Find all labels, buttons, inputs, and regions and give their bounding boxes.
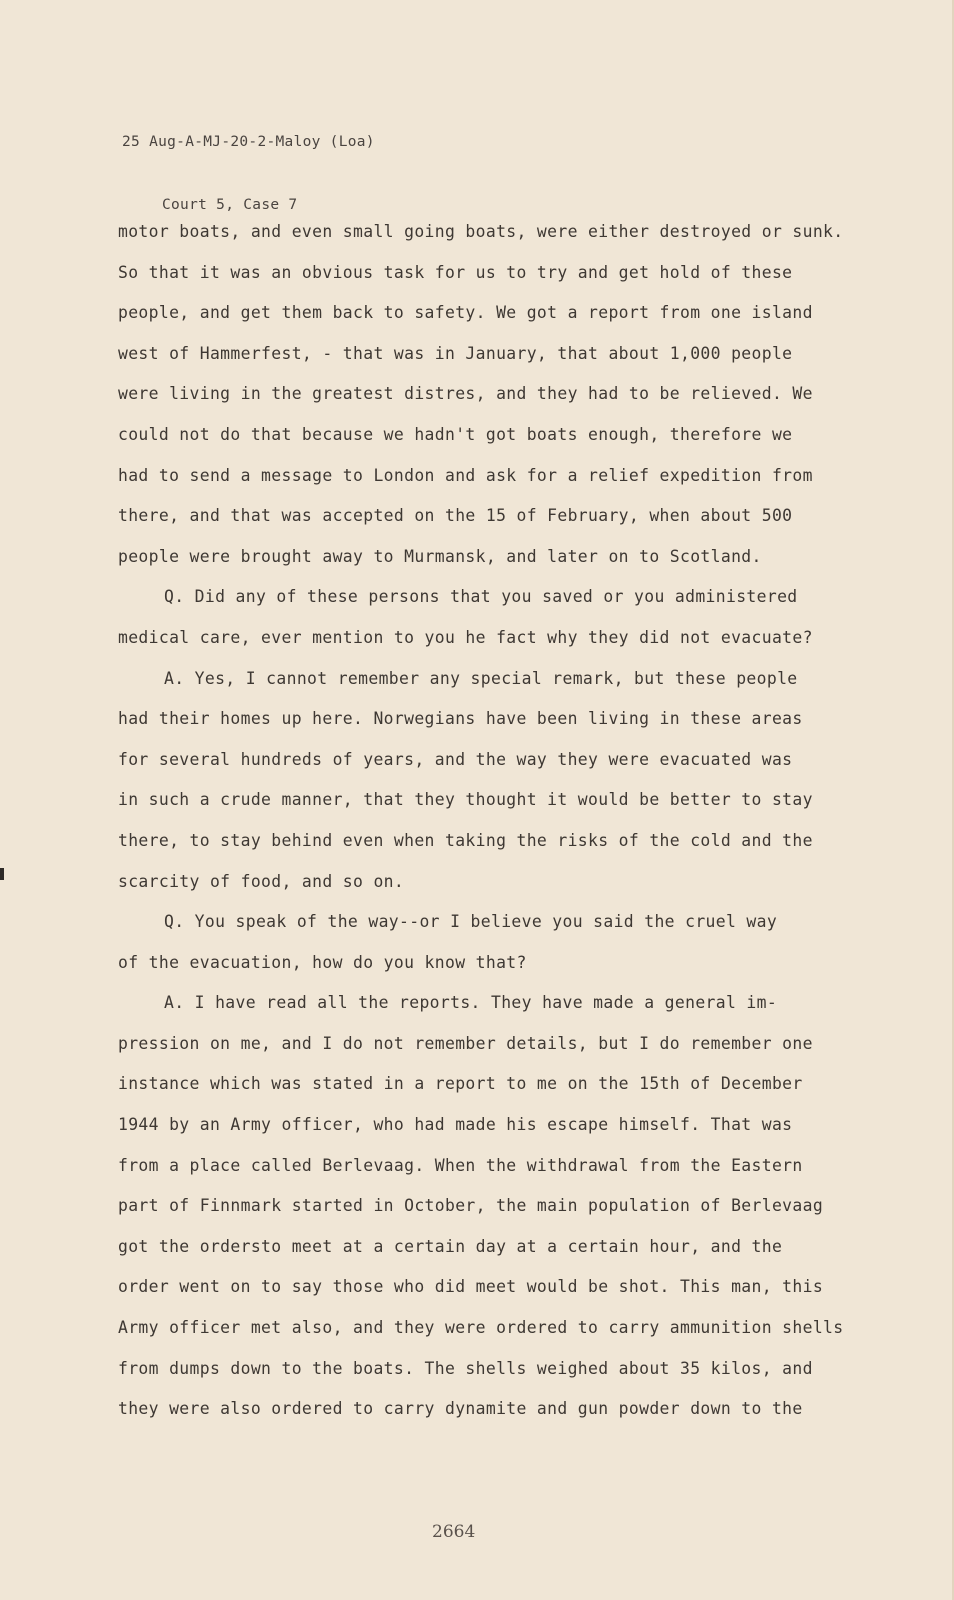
text-line: motor boats, and even small going boats, were either destroyed or sunk. <box>118 222 844 241</box>
page-number: 2664 <box>432 1522 476 1542</box>
header-reference-line: 25 Aug-A-MJ-20-2-Maloy (Loa) <box>122 134 375 150</box>
question-line: Q. You speak of the way--or I believe you said the cruel way <box>164 912 778 932</box>
text-line: So that it was an obvious task for us to try and get hold of these <box>118 262 793 282</box>
text-line: part of Finnmark started in October, the main population of Berlevaag <box>118 1196 824 1216</box>
text-line: could not do that because we hadn't got boats enough, therefore we <box>118 424 793 444</box>
text-line: west of Hammerfest, - that was in January, that about 1,000 people <box>118 343 793 363</box>
header-court-case-line: Court 5, Case 7 <box>162 197 298 213</box>
answer-line: A. I have read all the reports. They have made a general im- <box>164 993 778 1013</box>
text-line: people were brought away to Murmansk, and later on to Scotland. <box>118 546 762 566</box>
text-line: medical care, ever mention to you he fact why they did not evacuate? <box>118 627 813 647</box>
text-line: in such a crude manner, that they thought it would be better to stay <box>118 790 813 810</box>
transcript-body <box>118 212 918 1430</box>
text-line: for several hundreds of years, and the way they were evacuated was <box>118 749 793 769</box>
text-line: had their homes up here. Norwegians have been living in these areas <box>118 709 803 729</box>
text-line: had to send a message to London and ask for a relief expedition from <box>118 465 813 485</box>
margin-mark <box>0 868 4 880</box>
text-line: from dumps down to the boats. The shells weighed about 35 kilos, and <box>118 1358 813 1378</box>
text-line: scarcity of food, and so on. <box>118 871 405 891</box>
text-line: from a place called Berlevaag. When the withdrawal from the Eastern <box>118 1155 803 1175</box>
text-line: instance which was stated in a report to me on the 15th of December <box>118 1074 803 1094</box>
text-line: order went on to say those who did meet would be shot. This man, this <box>118 1277 824 1297</box>
text-line: 1944 by an Army officer, who had made his escape himself. That was <box>118 1115 793 1135</box>
text-line: got the ordersto meet at a certain day at a certain hour, and the <box>118 1236 783 1256</box>
text-line: people, and get them back to safety. We got a report from one island <box>118 303 813 323</box>
answer-line: A. Yes, I cannot remember any special remark, but these people <box>164 668 798 688</box>
question-line: Q. Did any of these persons that you saved or you administered <box>164 587 798 607</box>
text-line: were living in the greatest distres, and they had to be relieved. We <box>118 384 813 404</box>
text-line: there, and that was accepted on the 15 of February, when about 500 <box>118 506 793 526</box>
text-line: Army officer met also, and they were ordered to carry ammunition shells <box>118 1318 844 1338</box>
text-line: of the evacuation, how do you know that? <box>118 952 527 972</box>
text-line: there, to stay behind even when taking the risks of the cold and the <box>118 830 813 850</box>
text-line: they were also ordered to carry dynamite and gun powder down to the <box>118 1399 803 1419</box>
text-line: pression on me, and I do not remember details, but I do remember one <box>118 1033 813 1053</box>
